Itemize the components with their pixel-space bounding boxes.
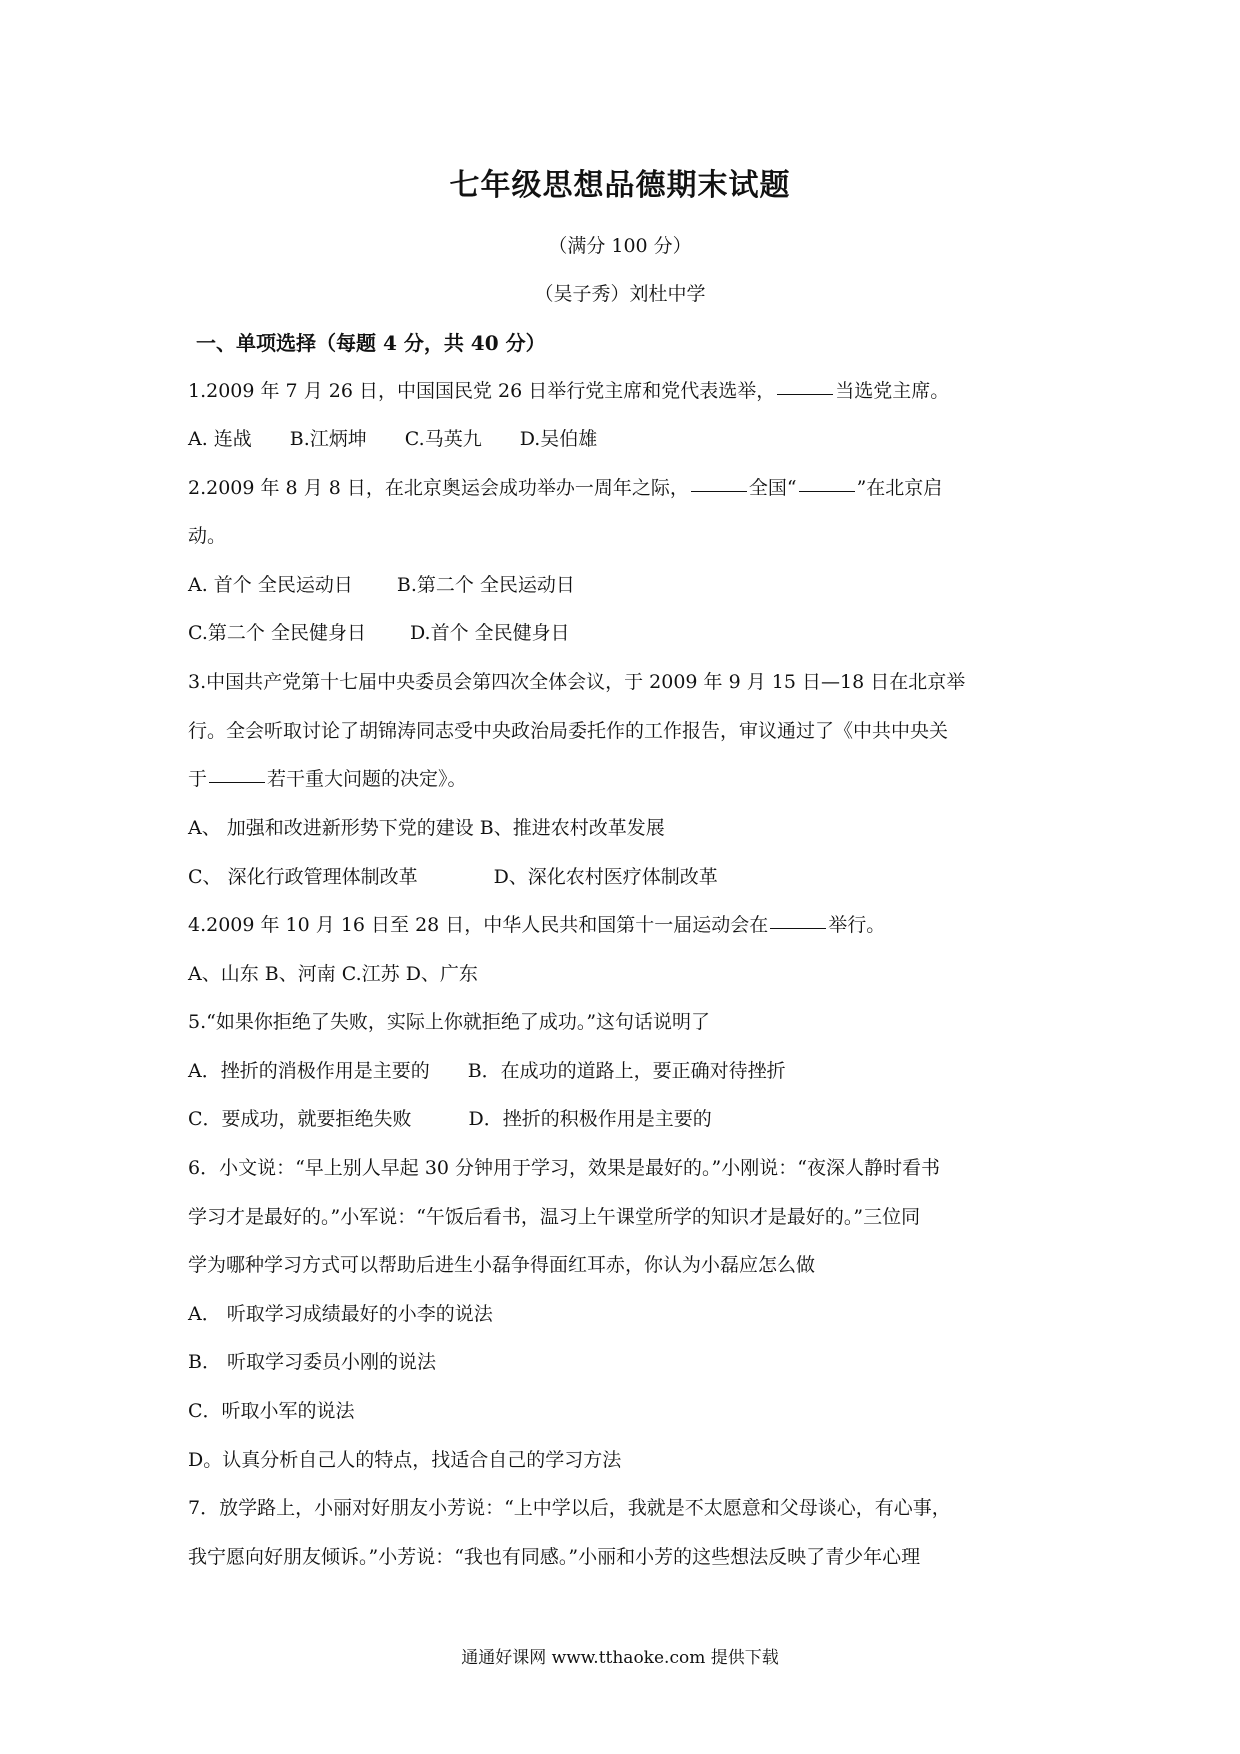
question-3-line2: 行。全会听取讨论了胡锦涛同志受中央政治局委托作的工作报告，审议通过了《中共中央关 — [188, 720, 949, 742]
question-2-options-1: A. 首个 全民运动日 B.第二个 全民运动日 — [188, 574, 575, 596]
question-text: ”在北京启 — [856, 477, 943, 499]
question-5: 5.“如果你拒绝了失败，实际上你就拒绝了成功。”这句话说明了 — [188, 1011, 711, 1033]
question-3-options-1: A、 加强和改进新形势下党的建设 B、推进农村改革发展 — [188, 817, 665, 839]
question-6-option-a: A． 听取学习成绩最好的小李的说法 — [188, 1303, 493, 1325]
question-5-options-1: A．挫折的消极作用是主要的 B．在成功的道路上，要正确对待挫折 — [188, 1060, 786, 1082]
question-4-options: A、山东 B、河南 C.江苏 D、广东 — [188, 963, 478, 985]
author-school: （吴子秀）刘杜中学 — [534, 283, 706, 305]
question-5-options-2: C．要成功，就要拒绝失败 D．挫折的积极作用是主要的 — [188, 1108, 712, 1130]
question-text: 举行。 — [828, 914, 886, 936]
question-2 — [188, 473, 942, 500]
question-6-option-c: C．听取小军的说法 — [188, 1400, 355, 1422]
question-4 — [188, 910, 885, 937]
question-1-options: A. 连战 B.江炳坤 C.马英九 D.吴伯雄 — [188, 428, 598, 450]
question-2-line2: 动。 — [188, 525, 227, 547]
question-text: 全国“ — [748, 477, 797, 499]
section-heading: 一、单项选择（每题 4 分，共 40 分） — [196, 331, 546, 355]
question-6-line2: 学习才是最好的。”小军说：“午饭后看书，温习上午课堂所学的知识才是最好的。”三位同 — [188, 1206, 921, 1228]
question-6-option-b: B． 听取学习委员小刚的说法 — [188, 1351, 437, 1373]
answer-blank — [777, 393, 833, 395]
question-7-line1: 7．放学路上，小丽对好朋友小芳说：“上中学以后，我就是不太愿意和父母谈心，有心事， — [188, 1497, 951, 1519]
answer-blank — [209, 781, 265, 783]
question-text: 4.2009 年 10 月 16 日至 28 日，中华人民共和国第十一届运动会在 — [188, 914, 769, 936]
answer-blank — [691, 490, 747, 492]
question-6-line3: 学为哪种学习方式可以帮助后进生小磊争得面红耳赤，你认为小磊应怎么做 — [188, 1254, 816, 1276]
question-3-options-2: C、 深化行政管理体制改革 D、深化农村医疗体制改革 — [188, 866, 718, 888]
question-text: 若干重大问题的决定》。 — [267, 768, 467, 790]
footer-download-note: 通通好课网 www.tthaoke.com 提供下载 — [461, 1648, 779, 1668]
question-1 — [188, 376, 949, 403]
full-score: （满分 100 分） — [548, 235, 692, 257]
question-6-option-d: D。认真分析自己人的特点，找适合自己的学习方法 — [188, 1449, 622, 1471]
question-text: 当选党主席。 — [835, 380, 950, 402]
answer-blank — [770, 927, 826, 929]
question-text: 2.2009 年 8 月 8 日，在北京奥运会成功举办一周年之际， — [188, 477, 689, 499]
answer-blank — [799, 490, 855, 492]
question-text: 1.2009 年 7 月 26 日，中国国民党 26 日举行党主席和党代表选举， — [188, 380, 776, 402]
question-3-line3 — [188, 764, 467, 791]
question-7-line2: 我宁愿向好朋友倾诉。”小芳说：“我也有同感。”小丽和小芳的这些想法反映了青少年心理 — [188, 1546, 921, 1568]
question-text: 于 — [188, 768, 208, 790]
page-title: 七年级思想品德期末试题 — [449, 168, 791, 203]
question-3-line1: 3.中国共产党第十七届中央委员会第四次全体会议，于 2009 年 9 月 15 日—18 日在北京举 — [188, 671, 966, 693]
question-2-options-2: C.第二个 全民健身日 D.首个 全民健身日 — [188, 622, 570, 644]
question-6-line1: 6．小文说：“早上别人早起 30 分钟用于学习，效果是最好的。”小刚说：“夜深人静时看书 — [188, 1157, 940, 1179]
